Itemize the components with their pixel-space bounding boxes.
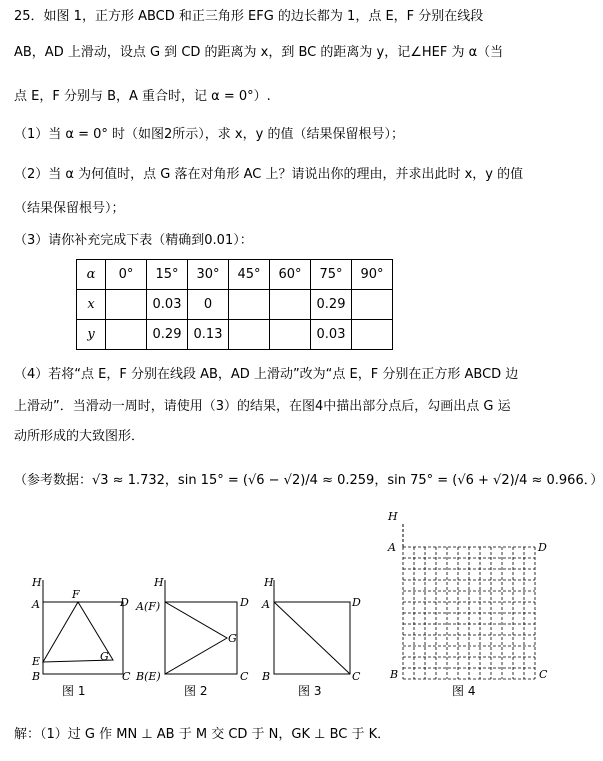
problem-line-1: 25．如图 1，正方形 ABCD 和正三角形 EFG 的边长都为 1，点 E，F 分别在线段 — [14, 9, 484, 24]
fig1-label-C: C — [122, 670, 131, 683]
table-cell: 0.29 — [311, 290, 352, 320]
table-row-x — [77, 290, 393, 320]
question-2-line-2: （结果保留根号）； — [14, 201, 125, 216]
fig1-label-D: D — [120, 596, 129, 609]
fig2-label-G: G — [228, 632, 237, 645]
question-1: （1）当 α = 0° 时（如图2所示），求 x，y 的值（结果保留根号）； — [14, 127, 404, 142]
fig3-label-B: B — [262, 670, 271, 683]
figure-4-caption: 图 4 — [452, 684, 476, 698]
table-cell — [229, 290, 270, 320]
fig3-label-D: D — [352, 596, 361, 609]
table-cell — [106, 290, 147, 320]
figure-3 — [258, 572, 368, 682]
table-cell: 0.03 — [147, 290, 188, 320]
problem-line-2: AB，AD 上滑动，设点 G 到 CD 的距离为 x，到 BC 的距离为 y，记∠HEF 为 α（当 — [14, 45, 504, 60]
table-cell: 45° — [229, 260, 270, 290]
fig3-label-H: H — [264, 576, 274, 589]
figure-4 — [382, 506, 554, 682]
value-table — [76, 259, 393, 350]
table-cell: 15° — [147, 260, 188, 290]
fig1-label-A: A — [32, 598, 40, 611]
table-cell: 60° — [270, 260, 311, 290]
figure-1 — [28, 572, 131, 683]
question-4-line-1: （4）若将“点 E，F 分别在线段 AB，AD 上滑动”改为“点 E，F 分别在正方形 ABCD 边 — [14, 367, 519, 382]
table-cell: 75° — [311, 260, 352, 290]
solution-line: 解：（1）过 G 作 MN ⊥ AB 于 M 交 CD 于 N，GK ⊥ BC 于 K． — [14, 727, 391, 742]
figure-3-caption: 图 3 — [298, 684, 322, 698]
fig2-label-BE: B(E) — [136, 670, 161, 683]
table-cell: 0.29 — [147, 320, 188, 350]
table-header-alpha: α — [77, 260, 106, 290]
fig2-label-C: C — [240, 670, 249, 683]
table-cell — [106, 320, 147, 350]
fig1-label-E: E — [32, 655, 41, 668]
fig4-label-C: C — [539, 668, 548, 681]
fig1-label-H: H — [32, 576, 42, 589]
table-cell: 90° — [352, 260, 393, 290]
table-cell — [352, 290, 393, 320]
fig1-label-B: B — [32, 670, 41, 683]
table-cell: 0.13 — [188, 320, 229, 350]
table-header-x: x — [77, 290, 106, 320]
fig4-label-A: A — [388, 541, 396, 554]
table-header-y: y — [77, 320, 106, 350]
table-cell: 0.03 — [311, 320, 352, 350]
fig4-label-B: B — [390, 668, 399, 681]
fig1-label-F: F — [72, 588, 80, 601]
table-row-alpha — [77, 260, 393, 290]
table-cell: 30° — [188, 260, 229, 290]
fig4-label-D: D — [538, 541, 547, 554]
table-cell: 0 — [188, 290, 229, 320]
figure-2 — [136, 572, 261, 682]
table-cell — [270, 320, 311, 350]
question-3: （3）请你补充完成下表（精确到0.01）： — [14, 233, 253, 248]
table-cell — [270, 290, 311, 320]
fig2-label-AF: A(F) — [136, 600, 161, 613]
table-cell: 0° — [106, 260, 147, 290]
problem-line-3: 点 E，F 分别与 B，A 重合时，记 α = 0°）. — [14, 89, 271, 104]
table-cell — [229, 320, 270, 350]
table-row-y — [77, 320, 393, 350]
reference-data: （参考数据：√3 ≈ 1.732，sin 15° = (√6 − √2)/4 ≈ 0.259，sin 75° = (√6 + √2)/4 ≈ 0.966．） — [14, 473, 603, 488]
fig3-label-C: C — [352, 670, 361, 683]
question-4-line-2: 上滑动”．当滑动一周时，请使用（3）的结果，在图4中描出部分点后，勾画出点 G 运 — [14, 399, 511, 414]
question-4-line-3: 动所形成的大致图形． — [14, 429, 145, 444]
figure-1-caption: 图 1 — [62, 684, 86, 698]
fig2-label-D: D — [240, 596, 249, 609]
table-cell — [352, 320, 393, 350]
question-2-line-1: （2）当 α 为何值时，点 G 落在对角形 AC 上？请说出你的理由，并求出此时 x，y 的值 — [14, 167, 524, 182]
figure-2-caption: 图 2 — [184, 684, 208, 698]
fig3-label-A: A — [262, 598, 270, 611]
fig1-label-G: G — [100, 650, 109, 663]
fig2-label-H: H — [154, 576, 164, 589]
fig4-label-H: H — [388, 510, 398, 523]
